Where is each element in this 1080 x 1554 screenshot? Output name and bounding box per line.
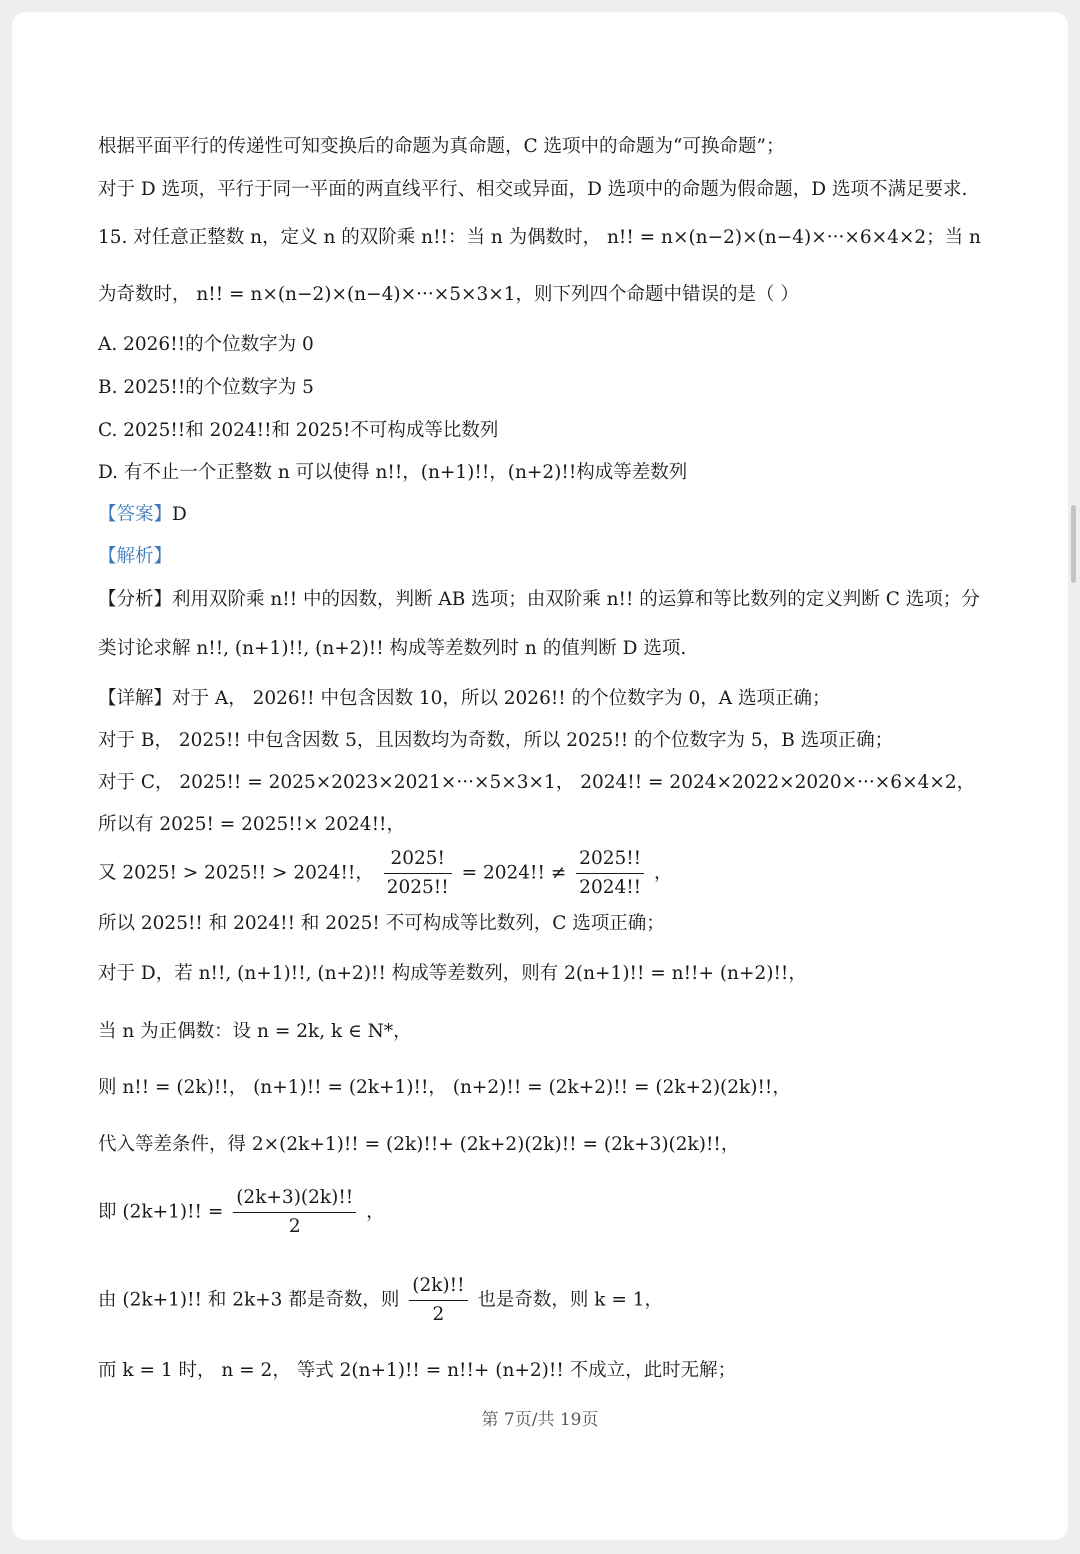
- page-number: 第 7页/共 19页: [481, 1410, 599, 1430]
- denominator: 2: [288, 1216, 301, 1237]
- detail-line-fraction: [98, 1272, 663, 1329]
- option-c: C. 2025!!和 2024!!和 2025!不可构成等比数列: [98, 420, 499, 441]
- scrollbar-thumb[interactable]: [1071, 505, 1076, 583]
- fraction: [576, 845, 644, 902]
- detail-line: 对于 B， 2025!! 中包含因数 5，且因数均为奇数，所以 2025!! 的个位数字为 5，B 选项正确；: [98, 730, 894, 751]
- text-segment: 又 2025! > 2025!! > 2024!!，: [98, 862, 374, 884]
- text-segment: 由 (2k+1)!! 和 2k+3 都是奇数，则: [98, 1289, 400, 1311]
- text-segment: = 2024!! ≠: [461, 862, 567, 884]
- fraction: [233, 1184, 356, 1241]
- fraction: [409, 1272, 467, 1329]
- numerator: 2025!!: [576, 845, 644, 874]
- answer-value: D: [172, 504, 187, 525]
- analysis-line: 类讨论求解 n!!, (n+1)!!, (n+2)!! 构成等差数列时 n 的值判断 D 选项.: [98, 638, 687, 659]
- numerator: 2025!: [384, 845, 452, 874]
- text-line: 根据平面平行的传递性可知变换后的命题为真命题，C 选项中的命题为“可换命题”；: [98, 136, 785, 157]
- detail-line-fraction: [98, 1184, 385, 1241]
- fraction: [384, 845, 452, 902]
- denominator: 2: [432, 1304, 445, 1325]
- numerator: (2k)!!: [409, 1272, 467, 1301]
- numerator: (2k+3)(2k)!!: [233, 1184, 356, 1213]
- analysis-tag: 【解析】: [98, 546, 173, 567]
- detail-line: 则 n!! = (2k)!!， (n+1)!! = (2k+1)!!， (n+2)!! = (2k+2)!! = (2k+2)(2k)!!，: [98, 1077, 791, 1098]
- detail-line: 对于 D，若 n!!, (n+1)!!, (n+2)!! 构成等差数列，则有 2(n+1)!! = n!!+ (n+2)!!，: [98, 963, 807, 984]
- option-a: A. 2026!!的个位数字为 0: [98, 334, 314, 355]
- text-segment: ，: [654, 862, 673, 884]
- detail-line: 而 k = 1 时， n = 2， 等式 2(n+1)!! = n!!+ (n+2)!! 不成立，此时无解；: [98, 1360, 737, 1381]
- denominator: 2025!!: [386, 877, 449, 898]
- answer-line: [98, 502, 187, 528]
- option-d: D. 有不止一个正整数 n 可以使得 n!!，(n+1)!!，(n+2)!!构成等差数列: [98, 462, 688, 483]
- text-segment: 也是奇数，则 k = 1，: [477, 1289, 664, 1311]
- detail-line: 对于 C， 2025!! = 2025×2023×2021×···×5×3×1， 2024!! = 2024×2022×2020×···×6×4×2，: [98, 772, 976, 793]
- analysis-line: 【分析】利用双阶乘 n!! 中的因数，判断 AB 选项；由双阶乘 n!! 的运算和等比数列的定义判断 C 选项；分: [98, 589, 980, 610]
- question-15-stem: 15. 对任意正整数 n，定义 n 的双阶乘 n!!：当 n 为偶数时， n!! = n×(n−2)×(n−4)×···×6×4×2；当 n: [98, 227, 981, 248]
- detail-line: 所以 2025!! 和 2024!! 和 2025! 不可构成等比数列，C 选项正确；: [98, 913, 665, 934]
- text-segment: 即 (2k+1)!! =: [98, 1201, 224, 1223]
- answer-tag: 【答案】: [98, 504, 173, 525]
- denominator: 2024!!: [579, 877, 642, 898]
- option-b: B. 2025!!的个位数字为 5: [98, 377, 314, 398]
- detail-line: 【详解】对于 A， 2026!! 中包含因数 10，所以 2026!! 的个位数字为 0，A 选项正确；: [98, 688, 831, 709]
- document-page: [12, 12, 1068, 1540]
- detail-line: 代入等差条件，得 2×(2k+1)!! = (2k)!!+ (2k+2)(2k)!! = (2k+3)(2k)!!，: [98, 1134, 740, 1155]
- detail-line: 当 n 为正偶数：设 n = 2k, k ∈ N*，: [98, 1021, 412, 1042]
- text-line: 对于 D 选项，平行于同一平面的两直线平行、相交或异面，D 选项中的命题为假命题，D 选项不满足要求.: [98, 179, 968, 200]
- detail-line: 所以有 2025! = 2025!!× 2024!!，: [98, 814, 405, 835]
- text-segment: ，: [366, 1201, 385, 1223]
- question-15-stem-cont: 为奇数时， n!! = n×(n−2)×(n−4)×···×5×3×1，则下列四个命题中错误的是（ ）: [98, 284, 799, 305]
- detail-line-fraction: [98, 845, 673, 902]
